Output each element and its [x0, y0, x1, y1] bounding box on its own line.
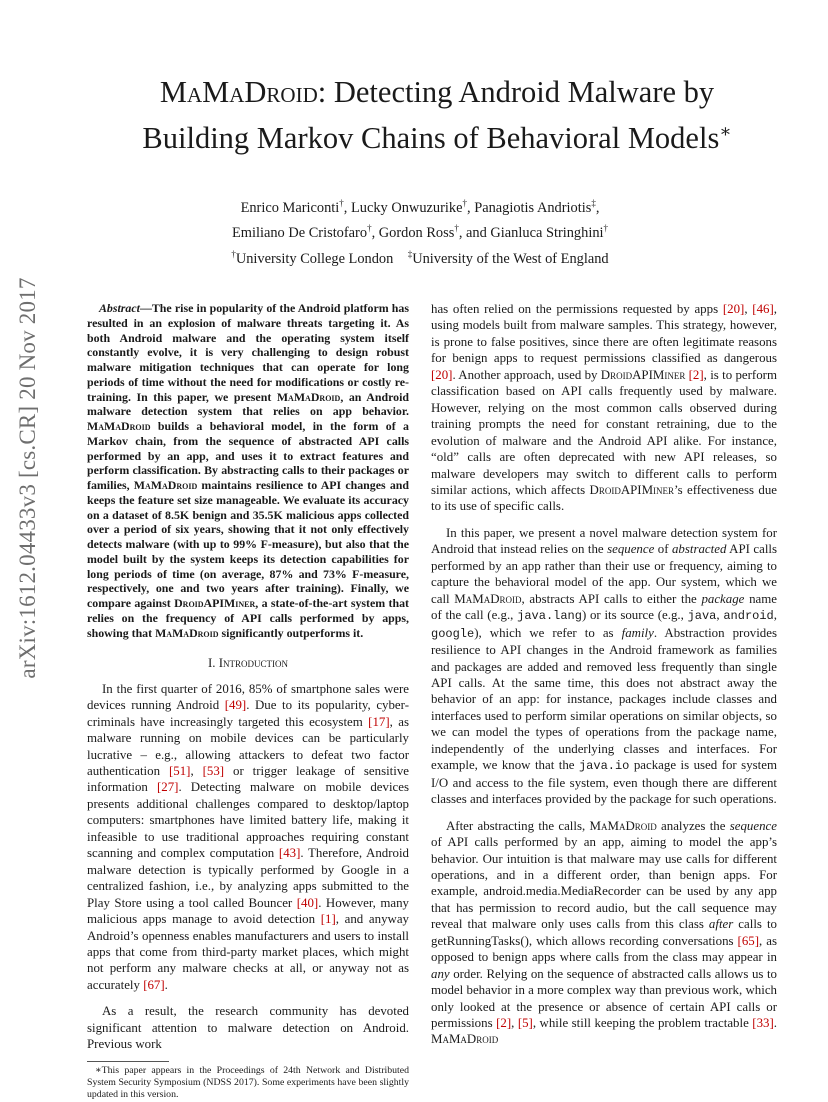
citation-link[interactable]: [65]	[737, 933, 760, 948]
footnote-divider	[87, 1061, 169, 1062]
intro-paragraph-2: As a result, the research community has devoted significant attention to malware detection on Android. Previous work	[87, 1004, 409, 1052]
title-footnote-mark: ∗	[719, 121, 732, 141]
right-column	[431, 301, 777, 1048]
citation-link[interactable]: [67]	[143, 977, 165, 992]
title-system-name: MaMaDroid	[159, 75, 318, 109]
arxiv-identifier: arXiv:1612.04433v3 [cs.CR] 20 Nov 2017	[15, 277, 40, 679]
citation-link[interactable]: [43]	[278, 846, 301, 861]
abstract: Abstract—The rise in popularity of the Android platform has resulted in an explosion of malware threats targeting it. As both Android malware and the operating system itself constantly evolve, it is very challenging to design robust malware mitigation techniques that can operate for long periods of time without the need for modifications or costly re-training. In this paper, we present MaMaDroid, an Android malware detection system that relies on app behavior. MaMaDroid builds a behavioral model, in the form of a Markov chain, from the sequence of abstracted API calls performed by an app, and uses it to extract features and perform classification. By abstracting calls to their packages or families, MaMaDroid maintains resilience to API changes and keeps the feature set size manageable. We evaluate its accuracy on a dataset of 8.5K benign and 35.5K malicious apps collected over a period of six years, showing that it not only effectively detects malware (with up to 99% F-measure), but also that the model built by the system keeps its detection capabilities for long periods of time (on average, 87% and 73% F-measure, respectively, one and two years after training). Finally, we compare against DroidAPIMiner, a state-of-the-art system that relies on the frequency of API calls performed by apps, showing that MaMaDroid significantly outperforms it.	[87, 301, 410, 640]
citation-link[interactable]: [27]	[156, 780, 179, 795]
citation-link[interactable]: [20]	[431, 367, 453, 382]
section-heading-introduction: I. Introduction	[207, 656, 289, 671]
citation-link[interactable]: [49]	[224, 698, 247, 713]
footnote: ∗This paper appears in the Proceedings of 24th Network and Distributed System Security Symposium (NDSS 2017). Some experiments have been slightly updated in this version.	[87, 1064, 409, 1101]
author-block	[160, 193, 680, 269]
citation-link[interactable]: [17]	[368, 714, 390, 729]
citation-link[interactable]: [53]	[202, 763, 225, 778]
citation-link[interactable]: [20]	[722, 302, 745, 316]
right-paragraph-1: has often relied on the permissions requested by apps [20], [46], using models built from malware samples. This strategy, however, is prone to false positives, since there are often legitimate reasons for benign apps to request permissions classified as dangerous [20]. Another approach, used by DroidAPIMiner [2], is to perform classification based on API calls frequently used by malware. However, relying on the most common calls observed during training prompts the need for constant retraining, due to the evolution of malware and the Android API alike. For instance, “old” calls are often deprecated with new API releases, so malware developers may switch to different calls to perform similar actions, which affects DroidAPIMiner’s effectiveness due to its use of specific calls.	[431, 302, 777, 514]
citation-link[interactable]: [46]	[752, 302, 774, 316]
left-column	[87, 301, 409, 1102]
right-paragraph-3: After abstracting the calls, MaMaDroid analyzes the sequence of API calls performed by an app, aiming to model the app’s behavior. Our intuition is that malware may use calls for different operations, and in a different order, than benign apps. For example, android.media.MediaRecorder can be used by any app that has permission to record audio, but the call sequence may reveal that malware only uses calls from this class after calls to getRunningTasks(), which allows recording conversations [65], as opposed to benign apps where calls from the class may appear in any order. Relying on the sequence of abstracted calls allows us to model behavior in a more complex way than previous work, which only looked at the presence or absence of certain API calls or permissions [2], [5], while still keeping the problem tractable [33]. MaMaDroid	[431, 818, 777, 1047]
citation-link[interactable]: [2]	[496, 1016, 512, 1031]
author-line-1: Enrico Mariconti†, Lucky Onwuzurike†, Panagiotis Andriotis‡,	[240, 198, 600, 216]
citation-link[interactable]: [2]	[688, 367, 704, 382]
citation-link[interactable]: [51]	[168, 763, 191, 778]
affiliation-line: †University College London ‡University of the West of England	[231, 248, 609, 267]
citation-link[interactable]: [40]	[296, 895, 319, 910]
citation-link[interactable]: [5]	[517, 1016, 533, 1031]
right-paragraph-2: In this paper, we present a novel malware detection system for Android that instead relies on the sequence of abstracted API calls performed by an app rather than their use or frequency, aiming to capture the behavioral model of the app. Our system, which we call MaMaDroid, abstracts API calls to either the package name of the call (e.g., java.lang) or its source (e.g., java, android, google), which we refer to as family. Abstraction provides resilience to API changes in the Android framework as families and packages are added and removed less frequently than single API calls. At the same time, this does not abstract away the behavior of an app: for instance, packages include classes and interfaces used to perform similar operations on similar objects, so we can model the types of operations from the package name, independently of the underlying classes and interfaces. For example, we know that the java.io package is used for system I/O and access to the file system, even though there are different classes and interfaces provided by the package for such operations.	[431, 525, 777, 807]
intro-paragraph-1: In the first quarter of 2016, 85% of smartphone sales were devices running Android [49]. Due to its popularity, cyber-criminals have increasingly targeted this ecosystem [17], as malware running on mobile devices can be particularly lucrative – e.g., allowing attackers to defeat two factor authentication [51], [53] or trigger leakage of sensitive information [27]. Detecting malware on mobile devices presents additional challenges compared to desktop/laptop computers: smartphones have limited battery life, making it infeasible to use traditional approaches requiring constant scanning and complex computation [43]. Therefore, Android malware detection is typically performed by Google in a centralized fashion, i.e., by analyzing apps submitted to the Play Store using a tool called Bouncer [40]. However, many malicious apps manage to avoid detection [1], and anyway Android’s openness enables manufacturers and users to install apps that come from third-party market places, which might not perform any malware checks at all, or anyway not as accurately [67].	[87, 681, 410, 992]
paper-title: MaMaDroid: Detecting Android Malware by Building Markov Chains of Behavioral Models∗	[142, 75, 732, 156]
citation-link[interactable]: [33]	[752, 1016, 774, 1031]
author-line-2: Emiliano De Cristofaro†, Gordon Ross†, and Gianluca Stringhini†	[231, 223, 609, 242]
citation-link[interactable]: [1]	[320, 912, 336, 927]
